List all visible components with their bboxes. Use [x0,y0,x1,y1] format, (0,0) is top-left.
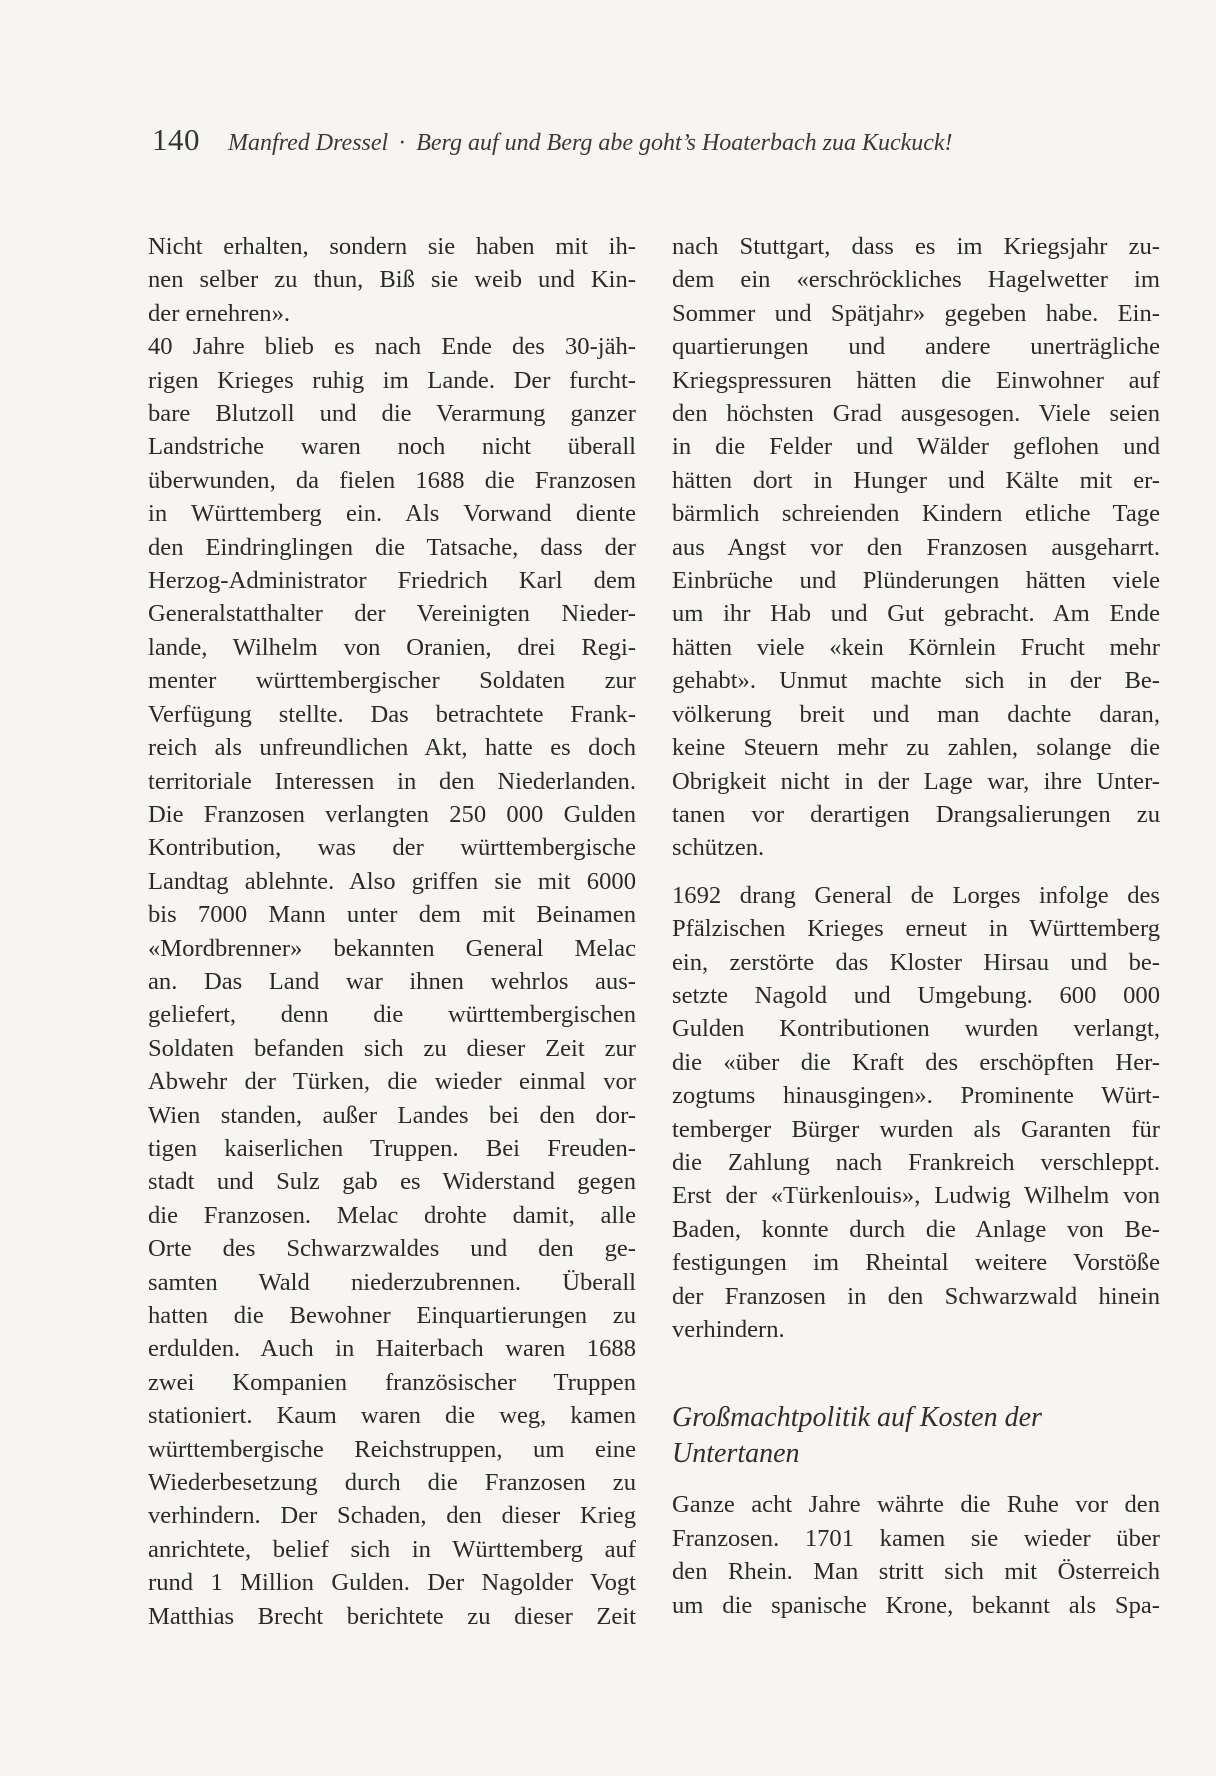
text-line: verhindern. Der Schaden, den dieser Krieg [148,1502,636,1530]
text-line: Franzosen. 1701 kamen sie wieder über [672,1524,1160,1552]
text-line: Gulden Kontributionen wurden verlangt, [672,1015,1160,1043]
text-line: zogtums hinausgingen». Prominente Würt- [672,1082,1160,1110]
text-line: in die Felder und Wälder geflohen und [672,433,1160,461]
text-line: tanen vor derartigen Drangsalierungen zu [672,800,1160,828]
text-line: Orte des Schwarzwaldes und den ge- [148,1235,636,1263]
paragraph-gap [672,865,1160,879]
text-line: Die Franzosen verlangten 250 000 Gulden [148,800,636,828]
text-line: Ganze acht Jahre währte die Ruhe vor den [672,1491,1160,1519]
paragraph [672,230,1160,865]
text-line: der ernehren». [148,299,291,327]
text-line: dem ein «erschröckliches Hagelwetter im [672,266,1160,294]
left-column [148,230,636,1633]
text-line: bärmlich schreienden Kindern etliche Tage [672,500,1160,528]
section-heading-line: Untertanen [672,1438,800,1470]
text-line: völkerung breit und man dachte daran, [672,700,1160,728]
text-line: rund 1 Million Gulden. Der Nagolder Vogt [148,1569,636,1597]
text-line: Generalstatthalter der Vereinigten Nieder- [148,600,636,628]
text-line: die Zahlung nach Frankreich verschleppt. [672,1148,1160,1176]
text-line: hatten die Bewohner Einquartierungen zu [148,1302,636,1329]
text-line: Landstriche waren noch nicht überall [148,433,636,461]
text-line: Sommer und Spätjahr» gegeben habe. Ein- [672,299,1160,327]
text-line: menter württembergischer Soldaten zur [148,667,636,695]
text-line: 1692 drang General de Lorges infolge des [672,881,1160,909]
text-line: 40 Jahre blieb es nach Ende des 30-jäh- [148,333,636,361]
text-line: Abwehr der Türken, die wieder einmal vor [148,1068,636,1096]
text-line: hätten viele «kein Körnlein Frucht mehr [672,633,1160,661]
text-line: Pfälzischen Krieges erneut in Württemberg [672,915,1160,943]
text-line: Verfügung stellte. Das betrachtete Frank- [148,700,636,728]
text-line: die Franzosen. Melac drohte damit, alle [148,1201,636,1229]
text-line: rigen Krieges ruhig im Lande. Der furcht- [148,366,636,394]
text-line: nach Stuttgart, dass es im Kriegsjahr zu- [672,233,1160,260]
text-line: erdulden. Auch in Haiterbach waren 1688 [148,1335,636,1363]
text-line: um ihr Hab und Gut gebracht. Am Ende [672,600,1160,628]
text-line: Erst der «Türkenlouis», Ludwig Wilhelm von [672,1182,1160,1210]
text-line: verhindern. [672,1316,785,1343]
text-line: bare Blutzoll und die Verarmung ganzer [148,400,636,428]
text-line: reich als unfreundlichen Akt, hatte es doch [148,734,636,762]
text-line: Nicht erhalten, sondern sie haben mit ih- [148,233,636,260]
text-line: Matthias Brecht berichtete zu dieser Zeit [148,1602,636,1630]
text-line: gehabt». Unmut machte sich in der Be- [672,667,1160,695]
text-line: an. Das Land war ihnen wehrlos aus- [148,967,636,995]
header-author: Manfred Dressel [228,130,389,156]
page-number: 140 [152,122,200,157]
text-line: festigungen im Rheintal weitere Vorstöße [672,1249,1160,1277]
section-heading-line: Großmachtpolitik auf Kosten der [672,1402,1042,1434]
text-line: stadt und Sulz gab es Widerstand gegen [148,1168,636,1196]
text-line: Baden, konnte durch die Anlage von Be- [672,1215,1160,1243]
text-line: Kriegspressuren hätten die Einwohner auf [672,366,1160,394]
text-line: nen selber zu thun, Biß sie weib und Kin- [148,266,636,294]
text-line: den Rhein. Man stritt sich mit Österreich [672,1558,1160,1586]
text-line: Soldaten befanden sich zu dieser Zeit zur [148,1034,636,1062]
text-line: aus Angst vor den Franzosen ausgeharrt. [672,533,1160,561]
text-line: schützen. [672,834,765,862]
text-line: Landtag ablehnte. Also griffen sie mit 6000 [148,867,636,895]
text-line: württembergische Reichstruppen, um eine [148,1435,636,1463]
text-line: quartierungen und andere unerträgliche [672,333,1160,361]
text-line: in Württemberg ein. Als Vorwand diente [148,500,636,528]
paragraph [148,230,636,330]
text-line: «Mordbrenner» bekannten General Melac [148,934,636,962]
paragraph [672,879,1160,1347]
header-book-title: Berg auf und Berg abe goht’s Hoaterbach zua Kuckuck! [416,130,953,156]
text-line: zwei Kompanien französischer Truppen [148,1368,636,1396]
paragraph [148,330,636,1633]
text-line: Herzog-Administrator Friedrich Karl dem [148,567,636,595]
text-line: Wiederbesetzung durch die Franzosen zu [148,1469,636,1497]
text-line: bis 7000 Mann unter dem mit Beinamen [148,901,636,929]
text-line: stationiert. Kaum waren die weg, kamen [148,1402,636,1430]
text-line: geliefert, denn die württembergischen [148,1001,636,1029]
header-separator: · [398,130,407,156]
text-line: überwunden, da fielen 1688 die Franzosen [148,466,636,494]
text-line: Obrigkeit nicht in der Lage war, ihre Unter- [672,767,1160,795]
text-line: hätten dort in Hunger und Kälte mit er- [672,466,1160,494]
text-line: ein, zerstörte das Kloster Hirsau und be- [672,948,1160,976]
text-line: Einbrüche und Plünderungen hätten viele [672,567,1160,595]
text-line: den Eindringlingen die Tatsache, dass der [148,533,636,561]
text-line: anrichtete, belief sich in Württemberg auf [148,1535,636,1563]
text-line: den höchsten Grad ausgesogen. Viele seien [672,400,1160,428]
text-line: tigen kaiserlichen Truppen. Bei Freuden- [148,1134,636,1162]
text-line: um die spanische Krone, bekannt als Spa- [672,1591,1160,1619]
right-column [672,230,1160,1622]
text-line: samten Wald niederzubrennen. Überall [148,1268,636,1296]
paragraph [672,1488,1160,1622]
text-line: keine Steuern mehr zu zahlen, solange die [672,734,1160,762]
text-line: lande, Wilhelm von Oranien, drei Regi- [148,633,636,661]
text-line: die «über die Kraft des erschöpften Her- [672,1048,1160,1076]
running-header [152,122,1092,158]
text-line: Wien standen, außer Landes bei den dor- [148,1101,636,1129]
text-line: territoriale Interessen in den Niederlanden. [148,767,636,795]
section-heading [672,1400,1160,1472]
text-line: Kontribution, was der württembergische [148,834,636,862]
text-line: der Franzosen in den Schwarzwald hinein [672,1282,1160,1310]
text-line: setzte Nagold und Umgebung. 600 000 [672,981,1160,1009]
text-line: temberger Bürger wurden als Garanten für [672,1115,1160,1143]
